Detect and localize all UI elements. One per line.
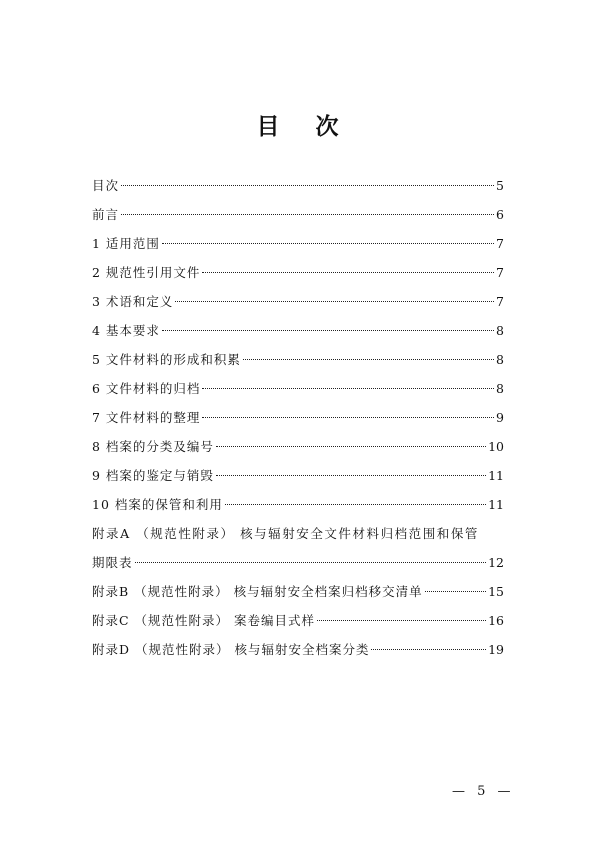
toc-entry-label: 目次 xyxy=(92,178,120,193)
toc-entry[interactable] xyxy=(92,606,504,635)
page-title: 目 次 xyxy=(256,113,353,140)
toc-entry[interactable] xyxy=(92,316,504,345)
dot-leader xyxy=(162,330,494,331)
toc-entry[interactable] xyxy=(92,403,504,432)
toc-entry-label: 1 适用范围 xyxy=(92,236,160,251)
toc-entry-page: 8 xyxy=(496,323,504,338)
toc-entry[interactable] xyxy=(92,374,504,403)
toc-entry-label: 附录C （规范性附录） 案卷编目式样 xyxy=(92,613,316,628)
toc-entry[interactable] xyxy=(92,577,504,606)
toc-entry-page: 11 xyxy=(488,468,504,483)
toc-entry-label: 9 档案的鉴定与销毁 xyxy=(92,468,214,483)
dot-leader xyxy=(162,243,494,244)
dot-leader xyxy=(216,446,486,447)
toc-entry-label: 5 文件材料的形成和积累 xyxy=(92,352,241,367)
toc-entry[interactable] xyxy=(92,171,504,200)
table-of-contents xyxy=(92,171,504,664)
page-number-footer: — 5 — xyxy=(452,784,515,799)
dot-leader xyxy=(425,591,486,592)
dot-leader xyxy=(175,301,494,302)
dot-leader xyxy=(243,359,494,360)
toc-entry-page: 12 xyxy=(488,555,504,570)
toc-entry-label: 附录B （规范性附录） 核与辐射安全档案归档移交清单 xyxy=(92,584,423,599)
toc-entry-page: 7 xyxy=(496,294,504,309)
toc-entry-label: 7 文件材料的整理 xyxy=(92,410,201,425)
toc-entry[interactable] xyxy=(92,432,504,461)
toc-entry-page: 9 xyxy=(496,410,504,425)
dot-leader xyxy=(371,649,486,650)
toc-entry[interactable] xyxy=(92,200,504,229)
toc-entry-label: 期限表 xyxy=(92,555,133,570)
toc-entry-label: 8 档案的分类及编号 xyxy=(92,439,214,454)
dot-leader xyxy=(202,388,494,389)
toc-entry-page: 7 xyxy=(496,236,504,251)
toc-entry[interactable] xyxy=(92,635,504,664)
dot-leader xyxy=(121,214,494,215)
toc-entry-page: 7 xyxy=(496,265,504,280)
toc-entry[interactable] xyxy=(92,461,504,490)
toc-entry[interactable] xyxy=(92,548,504,577)
toc-entry-page: 15 xyxy=(488,584,504,599)
toc-entry[interactable] xyxy=(92,490,504,519)
toc-entry-label: 附录D （规范性附录） 核与辐射安全档案分类 xyxy=(92,642,370,657)
dot-leader xyxy=(225,504,486,505)
toc-entry[interactable] xyxy=(92,287,504,316)
dot-leader xyxy=(202,272,494,273)
dot-leader xyxy=(202,417,494,418)
toc-entry-page: 19 xyxy=(488,642,504,657)
toc-entry-line1[interactable] xyxy=(92,519,504,548)
toc-entry-label: 附录A （规范性附录） 核与辐射安全文件材料归档范围和保管 xyxy=(92,526,479,541)
toc-entry-label: 4 基本要求 xyxy=(92,323,160,338)
toc-entry[interactable] xyxy=(92,345,504,374)
dot-leader xyxy=(135,562,487,563)
toc-entry-label: 3 术语和定义 xyxy=(92,294,174,309)
toc-entry-label: 前言 xyxy=(92,207,120,222)
dot-leader xyxy=(216,475,486,476)
dot-leader xyxy=(317,620,486,621)
toc-entry[interactable] xyxy=(92,229,504,258)
toc-entry-page: 10 xyxy=(488,439,504,454)
toc-entry-label: 10 档案的保管和利用 xyxy=(92,497,223,512)
dot-leader xyxy=(121,185,494,186)
toc-entry-page: 8 xyxy=(496,381,504,396)
toc-entry-page: 11 xyxy=(488,497,504,512)
toc-entry-page: 16 xyxy=(488,613,504,628)
toc-entry-label: 2 规范性引用文件 xyxy=(92,265,201,280)
toc-entry-page: 8 xyxy=(496,352,504,367)
toc-entry-page: 6 xyxy=(496,207,504,222)
toc-entry[interactable] xyxy=(92,258,504,287)
toc-entry-page: 5 xyxy=(496,178,504,193)
toc-entry-label: 6 文件材料的归档 xyxy=(92,381,201,396)
